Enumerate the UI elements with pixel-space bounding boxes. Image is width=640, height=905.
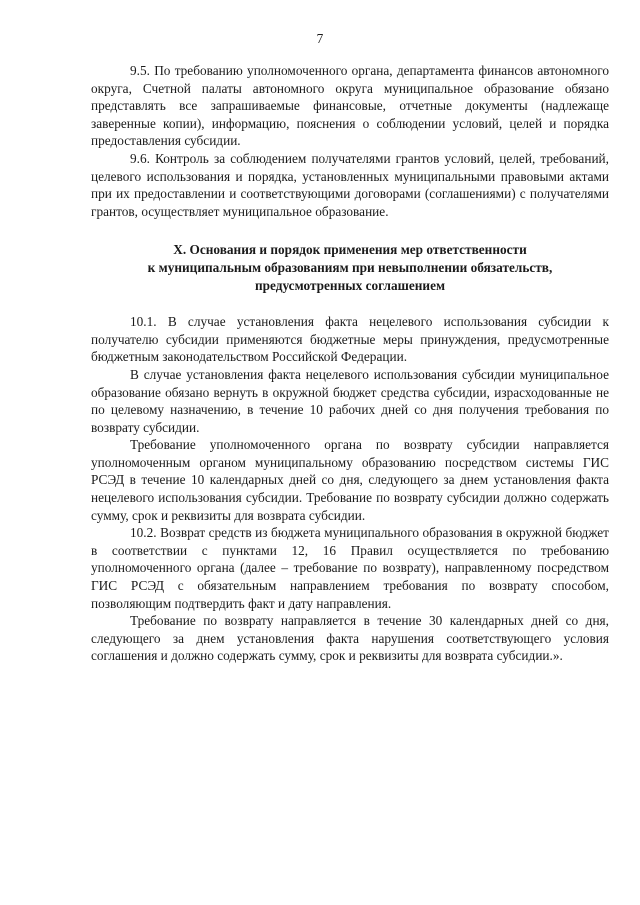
paragraph-9-6: 9.6. Контроль за соблюдением получателями грантов условий, целей, требований, целевого использования и порядка, установленных муниципальными правовыми актами при их предоставлении и соответствующими договорами (соглашениями) с получателями грантов, осуществляет муниципальное образование. xyxy=(91,150,609,219)
paragraph-9-5: 9.5. По требованию уполномоченного органа, департамента финансов автономного округа, Счетной палаты автономного округа муниципальное образование обязано представлять все запрашиваемые финансовые, отчетные документы (надлежаще заверенные копии), информацию, пояснения о соблюдении условий, целей и порядка предоставления субсидии. xyxy=(91,63,609,149)
paragraph-10-2-requirement: Требование по возврату направляется в течение 30 календарных дней со дня, следующего за днем установления факта нарушения соответствующего условия соглашения и должно содержать сумму, срок и реквизиты для возврата субсидии.». xyxy=(91,613,609,664)
section-heading-line-3: предусмотренных соглашением xyxy=(254,277,446,293)
paragraph-10-1-return: В случае установления факта нецелевого использования субсидии муниципальное образование обязано вернуть в окружной бюджет средства субсидии, израсходованные не по целевому назначению, в течение 10 рабочих дней со дня получения требования по возврату субсидии. xyxy=(91,366,609,435)
section-heading xyxy=(91,241,609,294)
page-number: 7 xyxy=(316,31,324,46)
section-heading-line-1: X. Основания и порядок применения мер ответственности xyxy=(173,242,527,258)
document-body xyxy=(91,62,609,665)
paragraph-10-1-requirement: Требование уполномоченного органа по возврату субсидии направляется уполномоченным органом муниципальному образованию посредством системы ГИС РСЭД в течение 10 календарных дней со дня, следующего за днем установления факта нецелевого использования субсидии. Требование по возврату субсидии должно содержать сумму, срок и реквизиты для возврата субсидии. xyxy=(91,437,609,523)
section-heading-line-2: к муниципальным образованиям при невыполнении обязательств, xyxy=(147,259,553,275)
paragraph-10-1: 10.1. В случае установления факта нецелевого использования субсидии к получателю субсидии применяются бюджетные меры принуждения, предусмотренные бюджетным законодательством Российской Федерации. xyxy=(91,314,609,365)
paragraph-10-2: 10.2. Возврат средств из бюджета муниципального образования в окружной бюджет в соответствии с пунктами 12, 16 Правил осуществляется по требованию уполномоченного органа (далее – требование по возврату), направленному посредством ГИС РСЭД с обязательным направлением требования по возврату способом, позволяющим подтвердить факт и дату направления. xyxy=(91,525,609,611)
